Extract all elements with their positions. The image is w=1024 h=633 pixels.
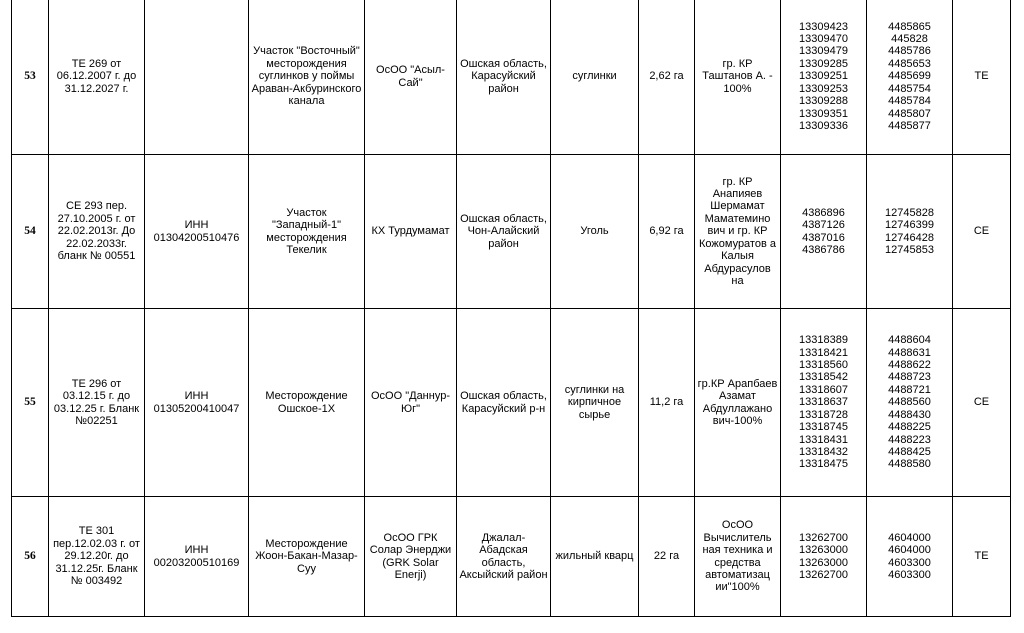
license-cell: ТЕ 269 от 06.12.2007 г. до 31.12.2027 г.: [49, 0, 145, 155]
coord-y-value: 4485807: [888, 107, 931, 120]
region-cell: Ошская область, Карасуйский район: [457, 0, 551, 155]
owner-cell: гр. КР Таштанов А. - 100%: [695, 0, 781, 155]
coord-y-value: 4488604: [888, 334, 931, 347]
inn-cell: [145, 0, 249, 155]
coord-x-value: 13318421: [799, 346, 848, 359]
coord-x-value: 4386786: [802, 243, 845, 256]
company-cell: ОсОО "Даннур-Юг": [365, 309, 457, 497]
region-cell: Джалал-Абадская область, Аксыйский район: [457, 497, 551, 617]
coord-y-value: 4603300: [888, 568, 931, 581]
coord-y-value: 4488425: [888, 445, 931, 458]
inn-cell: ИНН 00203200510169: [145, 497, 249, 617]
coord-x-value: 13318637: [799, 396, 848, 409]
coord-x-value: 13309351: [799, 107, 848, 120]
inn-cell: ИНН 01305200410047: [145, 309, 249, 497]
coord-x-value: 13318431: [799, 433, 848, 446]
coord-y-value: 445828: [891, 33, 928, 46]
owner-cell: гр. КР Анапияев Шермамат Маматемино вич и гр. КР Кожомуратов а Калыя Абдурасулов на: [695, 155, 781, 309]
area-cell: 6,92 га: [639, 155, 695, 309]
company-cell: ОсОО ГРК Солар Энерджи (GRK Solar Enerji): [365, 497, 457, 617]
coord-y-value: 12745853: [885, 243, 934, 256]
row-number: 55: [12, 309, 49, 497]
coord-x-value: 13318475: [799, 458, 848, 471]
coord-y-value: 4485877: [888, 119, 931, 132]
coord-y-value: 4603300: [888, 556, 931, 569]
coord-y-value: 4485653: [888, 57, 931, 70]
coord-x-value: 13318607: [799, 383, 848, 396]
coord-x-value: 13262700: [799, 568, 848, 581]
coord-x-value: 13262700: [799, 531, 848, 544]
license-type-cell: ТЕ: [953, 497, 1011, 617]
license-type-cell: СЕ: [953, 309, 1011, 497]
region-cell: Ошская область, Чон-Алайский район: [457, 155, 551, 309]
mineral-cell: суглинки на кирпичное сырье: [551, 309, 639, 497]
coord-y-cell: [867, 155, 953, 309]
coord-y-value: 4488631: [888, 346, 931, 359]
coord-x-cell: [781, 309, 867, 497]
coord-x-value: 13318542: [799, 371, 848, 384]
table-row: [12, 155, 1011, 309]
license-registry-table: [11, 0, 1011, 617]
coord-y-value: 4488225: [888, 421, 931, 434]
coord-y-cell: [867, 0, 953, 155]
site-cell: Участок "Западный-1" месторождения Текелик: [249, 155, 365, 309]
site-cell: Месторождение Ошское-1Х: [249, 309, 365, 497]
region-cell: Ошская область, Карасуйский р-н: [457, 309, 551, 497]
coord-x-value: 13318745: [799, 421, 848, 434]
owner-cell: гр.КР Арапбаев Азамат Абдуллажано вич-100%: [695, 309, 781, 497]
coord-x-value: 13263000: [799, 544, 848, 557]
coord-x-value: 13309470: [799, 33, 848, 46]
coord-y-cell: [867, 309, 953, 497]
coord-x-value: 13309423: [799, 20, 848, 33]
area-cell: 11,2 га: [639, 309, 695, 497]
coord-y-value: 4485754: [888, 82, 931, 95]
coord-x-value: 13263000: [799, 556, 848, 569]
coord-x-value: 4386896: [802, 206, 845, 219]
coord-x-cell: [781, 497, 867, 617]
row-number: 54: [12, 155, 49, 309]
coord-x-value: 13309288: [799, 95, 848, 108]
area-cell: 22 га: [639, 497, 695, 617]
inn-cell: ИНН 01304200510476: [145, 155, 249, 309]
coord-y-value: 4485699: [888, 70, 931, 83]
site-cell: Участок "Восточный" месторождения суглинков у поймы Араван-Акбуринского канала: [249, 0, 365, 155]
coord-y-value: 4488723: [888, 371, 931, 384]
coord-y-value: 4488622: [888, 359, 931, 372]
mineral-cell: суглинки: [551, 0, 639, 155]
coord-y-value: 12746428: [885, 231, 934, 244]
coord-x-value: 4387126: [802, 219, 845, 232]
license-cell: ТЕ 301 пер.12.02.03 г. от 29.12.20г. до 31.12.25г. Бланк № 003492: [49, 497, 145, 617]
coord-y-value: 4488223: [888, 433, 931, 446]
coord-x-value: 4387016: [802, 231, 845, 244]
coord-y-value: 4488721: [888, 383, 931, 396]
table-row: [12, 497, 1011, 617]
table-row: [12, 0, 1011, 155]
coord-x-value: 13309285: [799, 57, 848, 70]
site-cell: Месторождение Жоон-Бакан-Мазар-Суу: [249, 497, 365, 617]
coord-x-value: 13318560: [799, 359, 848, 372]
coord-x-value: 13309253: [799, 82, 848, 95]
coord-y-value: 4485786: [888, 45, 931, 58]
coord-x-value: 13318728: [799, 408, 848, 421]
coord-x-cell: [781, 0, 867, 155]
coord-y-value: 4488560: [888, 396, 931, 409]
coord-y-value: 4604000: [888, 531, 931, 544]
coord-x-cell: [781, 155, 867, 309]
coord-x-value: 13309479: [799, 45, 848, 58]
coord-y-value: 4485865: [888, 20, 931, 33]
coord-x-value: 13318389: [799, 334, 848, 347]
coord-y-value: 4488580: [888, 458, 931, 471]
coord-y-cell: [867, 497, 953, 617]
mineral-cell: жильный кварц: [551, 497, 639, 617]
coord-y-value: 4604000: [888, 544, 931, 557]
coord-x-value: 13309251: [799, 70, 848, 83]
company-cell: ОсОО "Асыл-Сай": [365, 0, 457, 155]
row-number: 56: [12, 497, 49, 617]
license-cell: ТЕ 296 от 03.12.15 г. до 03.12.25 г. Бланк №02251: [49, 309, 145, 497]
area-cell: 2,62 га: [639, 0, 695, 155]
mineral-cell: Уголь: [551, 155, 639, 309]
license-type-cell: СЕ: [953, 155, 1011, 309]
coord-y-value: 12745828: [885, 206, 934, 219]
table-row: [12, 309, 1011, 497]
coord-x-value: 13318432: [799, 445, 848, 458]
row-number: 53: [12, 0, 49, 155]
company-cell: КХ Турдумамат: [365, 155, 457, 309]
coord-y-value: 12746399: [885, 219, 934, 232]
license-cell: СЕ 293 пер. 27.10.2005 г. от 22.02.2013г. До 22.02.2033г. бланк № 00551: [49, 155, 145, 309]
coord-y-value: 4485784: [888, 95, 931, 108]
owner-cell: ОсОО Вычислитель ная техника и средства автоматизац ии"100%: [695, 497, 781, 617]
coord-y-value: 4488430: [888, 408, 931, 421]
coord-x-value: 13309336: [799, 119, 848, 132]
license-type-cell: ТЕ: [953, 0, 1011, 155]
